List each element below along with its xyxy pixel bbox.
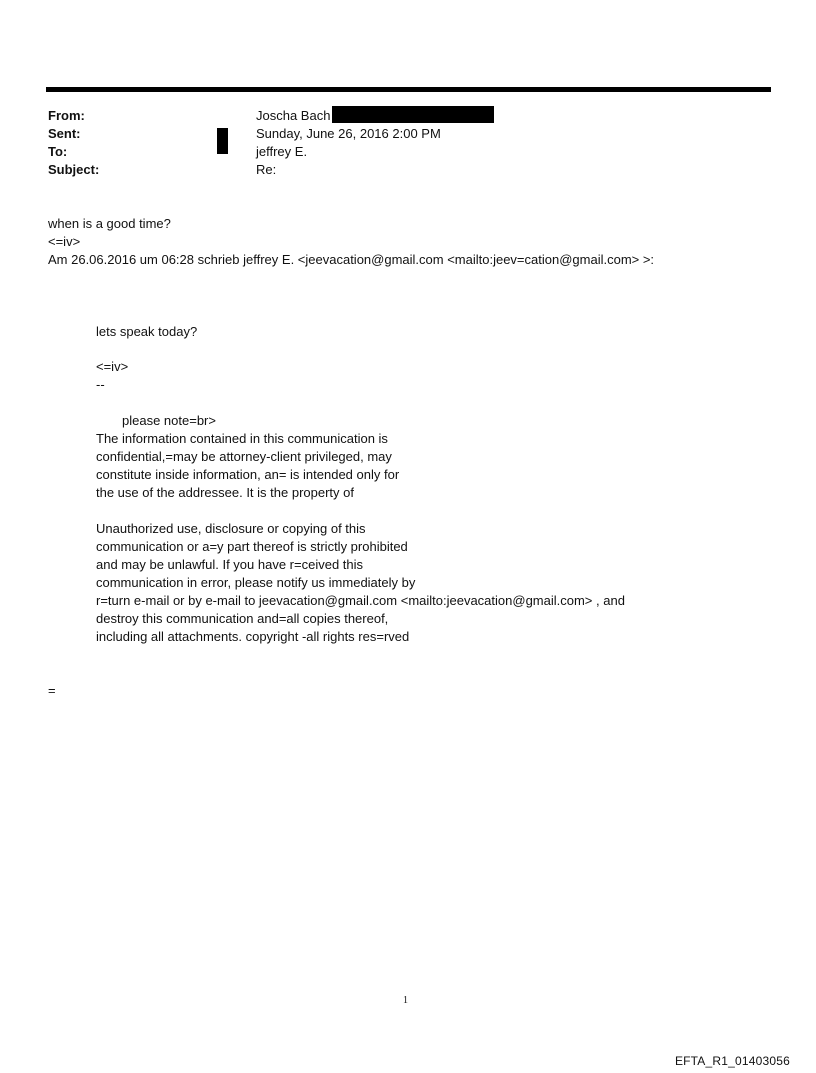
header-rule xyxy=(46,87,771,92)
subject-label: Subject: xyxy=(48,162,100,177)
redaction-block xyxy=(217,128,228,154)
reply-attribution: Am 26.06.2016 um 06:28 schrieb jeffrey E. <jeevacation@gmail.com <mailto:jeev=cation@gmail.com> >: xyxy=(48,252,655,267)
disclaimer-line: including all attachments. copyright -all rights res=rved xyxy=(96,629,410,644)
sent-label: Sent: xyxy=(48,126,81,141)
disclaimer-line: The information contained in this communication is xyxy=(96,431,388,446)
from-value: Joscha Bach xyxy=(256,108,331,123)
from-label: From: xyxy=(48,108,85,123)
trailer-char: = xyxy=(48,683,56,698)
sent-value: Sunday, June 26, 2016 2:00 PM xyxy=(256,126,441,141)
disclaimer-line: r=turn e-mail or by e-mail to jeevacation@gmail.com <mailto:jeevacation@gmail.com> , and xyxy=(96,593,625,608)
subject-value: Re: xyxy=(256,162,277,177)
to-value: jeffrey E. xyxy=(256,144,308,159)
quoted-separator: -- xyxy=(96,377,105,392)
disclaimer-line: Unauthorized use, disclosure or copying of this xyxy=(96,521,366,536)
redaction-email xyxy=(332,106,494,123)
to-label: To: xyxy=(48,144,68,159)
document-id: EFTA_R1_01403056 xyxy=(674,1054,790,1068)
quoted-line-2: <=iv> xyxy=(96,359,129,374)
disclaimer-line: the use of the addressee. It is the property of xyxy=(96,485,354,500)
disclaimer-line: communication or a=y part thereof is strictly prohibited xyxy=(96,539,408,554)
disclaimer-line: confidential,=may be attorney-client privileged, may xyxy=(96,449,392,464)
body-line-1: when is a good time? xyxy=(48,216,171,231)
disclaimer-line: and may be unlawful. If you have r=ceived this xyxy=(96,557,364,572)
quoted-note: please note=br> xyxy=(122,413,216,428)
disclaimer-line: constitute inside information, an= is intended only for xyxy=(96,467,400,482)
quoted-line-1: lets speak today? xyxy=(96,324,198,339)
body-line-2: <=iv> xyxy=(48,234,81,249)
page-number: 1 xyxy=(403,995,408,1006)
disclaimer-line: destroy this communication and=all copies thereof, xyxy=(96,611,389,626)
disclaimer-line: communication in error, please notify us immediately by xyxy=(96,575,416,590)
